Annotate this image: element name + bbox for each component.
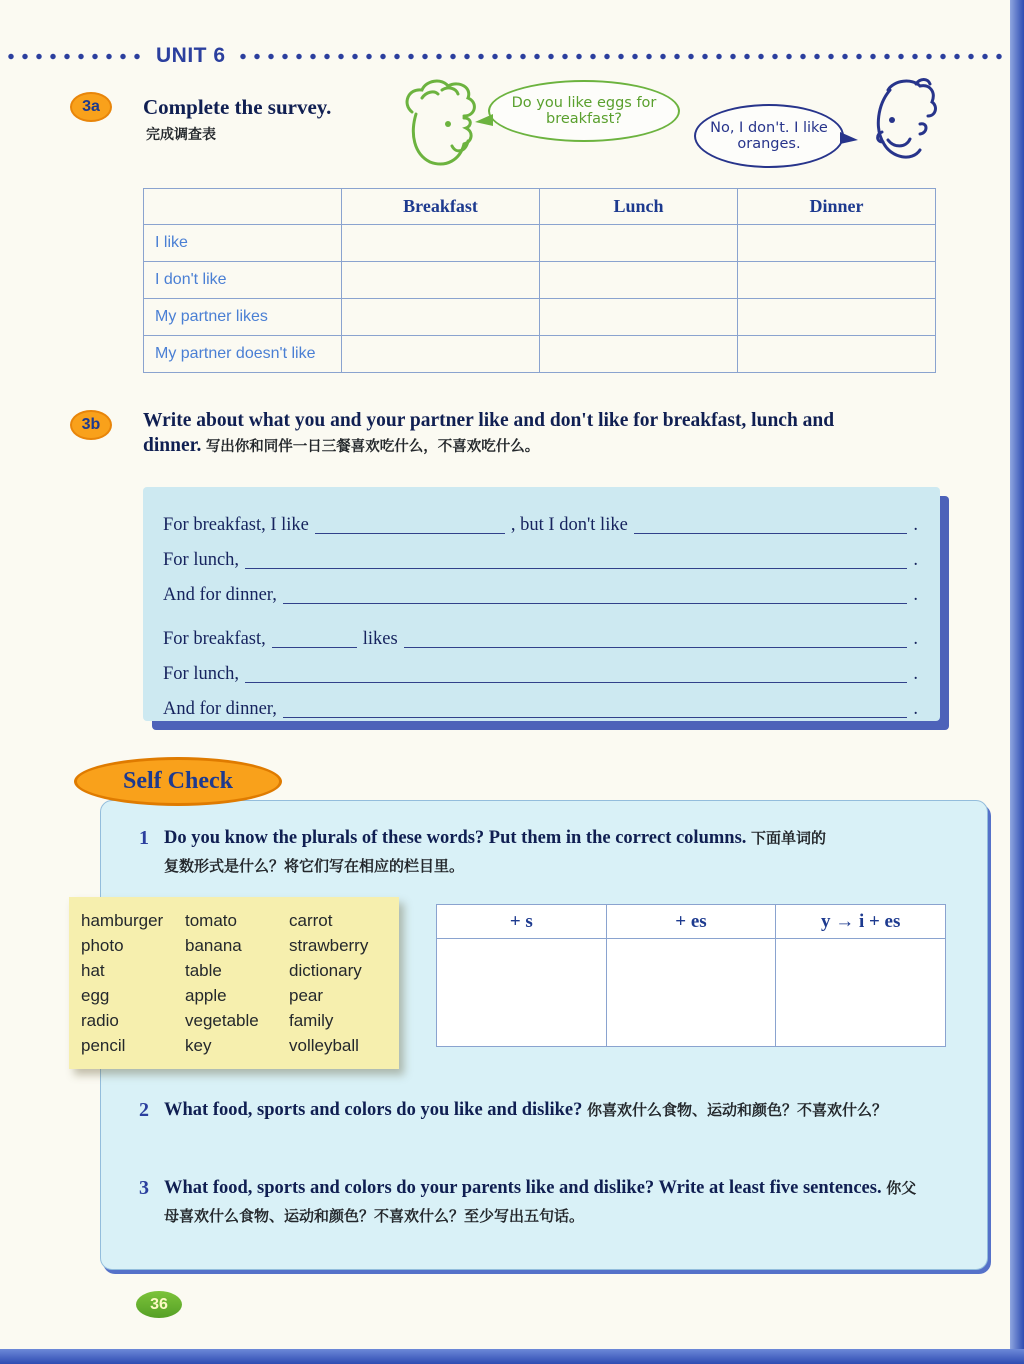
question-3-text-zh: 你父母喜欢什么食物、运动和颜色？不喜欢什么？至少写出五句话。: [164, 1179, 917, 1225]
plural-header-row: [437, 905, 946, 939]
green-speech-bubble: Do you like eggs for breakfast?: [488, 80, 680, 142]
fill-blank: [315, 520, 505, 534]
survey-header-row: [144, 189, 936, 225]
plural-table: [436, 904, 946, 1047]
fill-text: For lunch,: [163, 664, 240, 684]
word-item: banana: [185, 936, 242, 955]
fill-blank: [272, 634, 357, 648]
plural-body-row: [437, 939, 946, 1047]
page-bottom-edge: [0, 1349, 1024, 1364]
self-check-question-2: [139, 1097, 909, 1125]
self-check-panel: [81, 800, 988, 1270]
fill-text: For lunch,: [163, 550, 240, 570]
survey-cell: [738, 299, 936, 336]
word-item: dictionary: [289, 961, 362, 980]
question-1-number: 1: [139, 827, 149, 849]
fill-text: For breakfast, I like: [163, 515, 309, 535]
word-column: [185, 908, 289, 1058]
survey-table: [143, 188, 936, 373]
question-2-text-zh: 你喜欢什么食物、运动和颜色？不喜欢什么？: [587, 1101, 888, 1119]
section-3a-subtitle-zh: 完成调查表: [146, 127, 216, 143]
unit-label: UNIT 6: [156, 44, 226, 67]
word-item: photo: [81, 936, 124, 955]
survey-col-lunch: Lunch: [540, 189, 738, 225]
question-2-text-en: What food, sports and colors do you like and dislike?: [164, 1100, 583, 1120]
survey-cell: [342, 262, 540, 299]
section-3b-title-en: Write about what you and your partner like and don't like for breakfast, lunch and dinner.: [143, 410, 835, 456]
fill-text: , but I don't like: [510, 515, 628, 535]
fill-blank: [634, 520, 908, 534]
section-3b-title-zh: 写出你和同伴一日三餐喜欢吃什么，不喜欢吃什么。: [205, 438, 540, 455]
survey-table-head: [144, 189, 936, 225]
plural-cell-es: [606, 939, 776, 1047]
word-item: carrot: [289, 911, 333, 930]
word-item: tomato: [185, 911, 237, 930]
fill-blank: [245, 669, 907, 683]
survey-row: [144, 336, 936, 373]
survey-cell: [540, 225, 738, 262]
section-3a-badge: 3a: [70, 92, 112, 122]
word-item: family: [289, 1011, 334, 1030]
page-right-edge: [1010, 0, 1024, 1364]
word-column: [81, 908, 185, 1058]
survey-col-dinner: Dinner: [738, 189, 936, 225]
dotted-line: [236, 53, 1002, 60]
green-character-icon: [398, 78, 488, 183]
survey-table-body: [144, 225, 936, 373]
section-3a-title: Complete the survey.: [143, 95, 332, 119]
survey-cell: [342, 299, 540, 336]
survey-col-empty: [144, 189, 342, 225]
fill-text: likes: [362, 629, 398, 649]
blue-speech-bubble: No, I don't. I like oranges.: [694, 104, 844, 168]
word-item: pencil: [81, 1036, 126, 1055]
word-item: apple: [185, 986, 227, 1005]
word-note-columns: [81, 908, 393, 1058]
page-number-badge: [136, 1291, 182, 1318]
fill-blank: [283, 590, 908, 604]
word-item: key: [185, 1036, 212, 1055]
fill-text: .: [913, 515, 918, 535]
survey-cell: [738, 225, 936, 262]
self-check-question-1: [139, 825, 839, 881]
survey-col-breakfast: Breakfast: [342, 189, 540, 225]
fill-text: .: [913, 699, 918, 719]
fill-line: [163, 616, 918, 651]
fill-line: [163, 651, 918, 686]
word-item: volleyball: [289, 1036, 359, 1055]
question-2-number: 2: [139, 1099, 149, 1121]
fill-blank: [245, 555, 907, 569]
plural-table-body: [437, 939, 946, 1047]
writing-exercise-box: [143, 487, 940, 721]
question-1-text-zh: 下面单词的复数形式是什么？将它们写在相应的栏目里。: [164, 829, 827, 875]
survey-cell: [342, 225, 540, 262]
survey-row: [144, 225, 936, 262]
word-item: pear: [289, 986, 324, 1005]
survey-cell: [738, 262, 936, 299]
top-dotted-rule: [4, 44, 1002, 67]
question-2-text: [164, 1097, 887, 1125]
dotted-line: [4, 53, 146, 60]
plural-col-es: + es: [606, 905, 776, 939]
fill-line: [163, 502, 918, 537]
fill-text: .: [913, 629, 918, 649]
word-item: vegetable: [185, 1011, 259, 1030]
survey-row: [144, 262, 936, 299]
fill-blank: [404, 634, 908, 648]
survey-row-label: I like: [144, 225, 342, 262]
fill-text: .: [913, 550, 918, 570]
survey-cell: [540, 299, 738, 336]
self-check-badge: Self Check: [74, 757, 282, 806]
word-list-note: [69, 897, 399, 1069]
word-item: strawberry: [289, 936, 369, 955]
question-3-text-en: What food, sports and colors do your parents like and dislike? Write at least five sentences.: [164, 1178, 882, 1198]
fill-lines: [143, 487, 940, 721]
word-item: egg: [81, 986, 110, 1005]
word-item: hamburger: [81, 911, 164, 930]
survey-row-label: My partner likes: [144, 299, 342, 336]
question-3-number: 3: [139, 1177, 149, 1199]
word-item: radio: [81, 1011, 119, 1030]
word-item: hat: [81, 961, 105, 980]
survey-row-label: I don't like: [144, 262, 342, 299]
question-1-text: [164, 825, 839, 881]
survey-cell: [342, 336, 540, 373]
fill-text: For breakfast,: [163, 629, 266, 649]
question-3-text: [164, 1175, 929, 1231]
survey-row: [144, 299, 936, 336]
fill-text: .: [913, 664, 918, 684]
section-3b-title: [143, 410, 873, 460]
survey-row-label: My partner doesn't like: [144, 336, 342, 373]
survey-cell: [540, 262, 738, 299]
page-number: 36: [150, 1295, 168, 1313]
section-3b-badge: 3b: [70, 410, 112, 440]
word-item: table: [185, 961, 222, 980]
question-1-text-en: Do you know the plurals of these words? Put them in the correct columns.: [164, 828, 747, 848]
fill-blank: [283, 704, 908, 718]
fill-text: And for dinner,: [163, 699, 277, 719]
plural-col-ies: y → i + es: [776, 905, 946, 939]
self-check-question-3: [139, 1175, 929, 1231]
plural-col-s: + s: [437, 905, 607, 939]
word-column: [289, 908, 393, 1058]
plural-cell-ies: [776, 939, 946, 1047]
fill-line: [163, 537, 918, 572]
plural-table-head: [437, 905, 946, 939]
fill-text: .: [913, 585, 918, 605]
blue-character-icon: [860, 76, 945, 181]
dialogue-cartoon: [398, 74, 946, 186]
plural-cell-s: [437, 939, 607, 1047]
fill-text: And for dinner,: [163, 585, 277, 605]
survey-cell: [738, 336, 936, 373]
survey-cell: [540, 336, 738, 373]
fill-line: [163, 572, 918, 607]
fill-line: [163, 686, 918, 721]
